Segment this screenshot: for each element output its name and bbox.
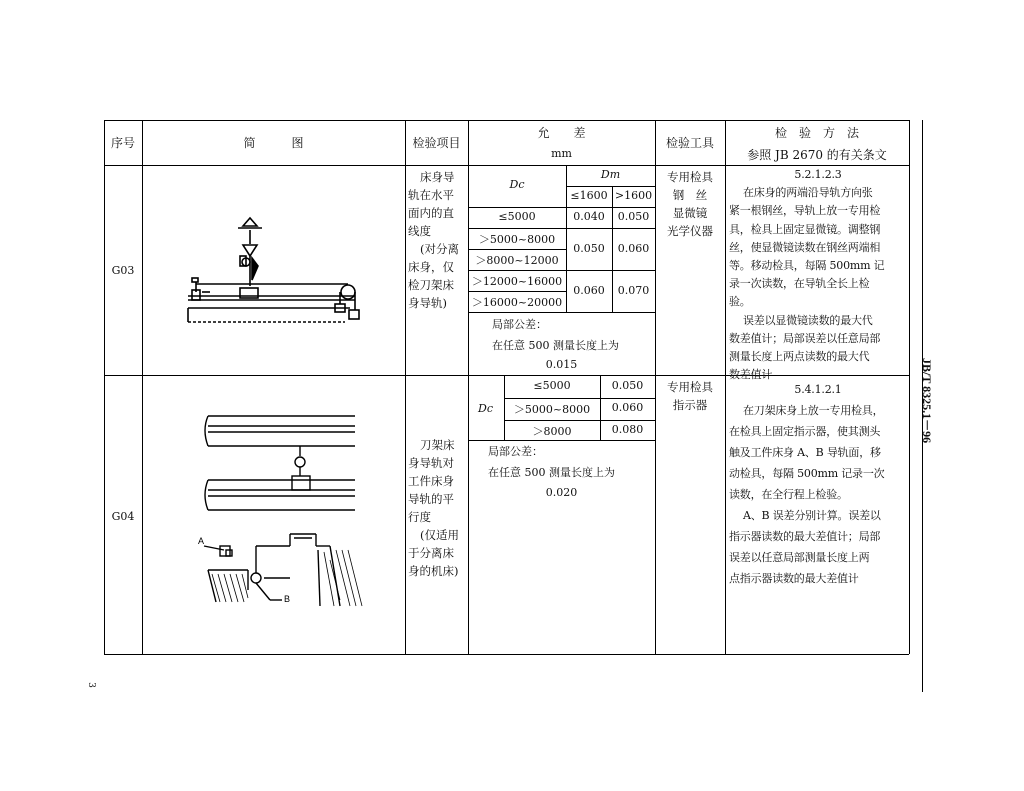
- parallelism-test-diagram: [190, 410, 370, 610]
- tol-col1: ≤1600: [570, 189, 608, 202]
- page-number: 3: [85, 682, 96, 688]
- tools-g03: 专用检具 钢 丝 显微镜 光学仪器: [667, 170, 713, 238]
- local-tolerance-text: 在任意 500 测量长度上为: [488, 466, 615, 479]
- tol-dm-label: Dm: [600, 168, 621, 181]
- tol-value: 0.050: [573, 242, 605, 255]
- tol-range: ＞5000~8000: [478, 233, 556, 246]
- tol-value: 0.050: [611, 379, 644, 392]
- row-seq: G03: [111, 264, 135, 277]
- method-g04: 5.4.1.2.1 在刀架床身上放一专用检具， 在检具上固定指示器，使其测头 触及工件床身 A、B 导轨面，移 动检具，每隔 500mm 记录一次 读数，在全行程上检验。 A、B 误差分别计算。误差以 指示器读数的最大差值计；局部 误差以任意局部测量长度上两 点指示器读数的最大差值计: [729, 383, 885, 585]
- tol-range: ＞16000~20000: [471, 296, 563, 309]
- tol-value: 0.060: [617, 242, 650, 255]
- tol-range: ＞8000~12000: [475, 254, 559, 267]
- tol-dc-label: Dc: [478, 402, 493, 415]
- standard-number: JB/T 8325.1－96: [920, 358, 934, 444]
- straightness-test-diagram: [180, 208, 370, 328]
- header-tool: 检验工具: [665, 136, 714, 150]
- tol-value: 0.070: [617, 284, 650, 297]
- tol-range: ＞5000~8000: [513, 403, 591, 416]
- tol-col2: >1600: [614, 189, 653, 202]
- local-tolerance-title: 局部公差：: [492, 318, 547, 331]
- inspection-item-g03: 床身导 轨在水平 面内的直 线度 (对分离 床身，仅 检刀架床 身导轨): [408, 170, 459, 310]
- tol-value: 0.040: [573, 210, 605, 223]
- header-method-ref: 参照 JB 2670 的有关条文: [747, 148, 887, 162]
- tol-value: 0.060: [573, 284, 605, 297]
- tol-value: 0.050: [617, 210, 650, 223]
- header-tolerance: 允 差: [537, 126, 586, 140]
- tol-range: ＞12000~16000: [471, 275, 563, 288]
- tol-range: ＞8000: [532, 425, 572, 438]
- header-item: 检验项目: [412, 136, 461, 150]
- header-sketch: 简 图: [243, 136, 304, 150]
- tol-range: ≤5000: [498, 210, 536, 223]
- tol-dc-label: Dc: [509, 178, 525, 191]
- tol-value: 0.060: [611, 401, 644, 414]
- header-seq: 序号: [110, 136, 135, 150]
- local-tolerance-title: 局部公差：: [488, 445, 543, 458]
- local-tolerance-text: 在任意 500 测量长度上为: [492, 339, 619, 352]
- tools-g04: 专用检具 指示器: [667, 380, 713, 412]
- local-tolerance-value: 0.015: [545, 358, 578, 371]
- header-method: 检 验 方 法: [774, 126, 859, 140]
- inspection-item-g04: 刀架床 身导轨对 工件床身 导轨的平 行度 (仅适用 于分离床 身的机床): [408, 438, 459, 578]
- method-g03: 5.2.1.2.3 在床身的两端沿导轨方向张 紧一根钢丝，导轨上放一专用检 具，检具上固定显微镜。调整钢 丝，使显微镜读数在钢丝两端相 等。移动检具，每隔 500mm 记 录一次读数，在导轨全长上检 验。 误差以显微镜读数的最大代 数差值计；局部误差以任意局部 测量长度上两点读数的最大代 数差值计: [729, 168, 885, 382]
- label-a: A: [198, 536, 205, 546]
- row-seq: G04: [111, 510, 135, 523]
- local-tolerance-value: 0.020: [545, 486, 578, 499]
- label-b: B: [284, 594, 291, 604]
- tol-range: ≤5000: [533, 379, 571, 392]
- header-tolerance-unit: mm: [551, 147, 572, 160]
- tol-value: 0.080: [611, 423, 644, 436]
